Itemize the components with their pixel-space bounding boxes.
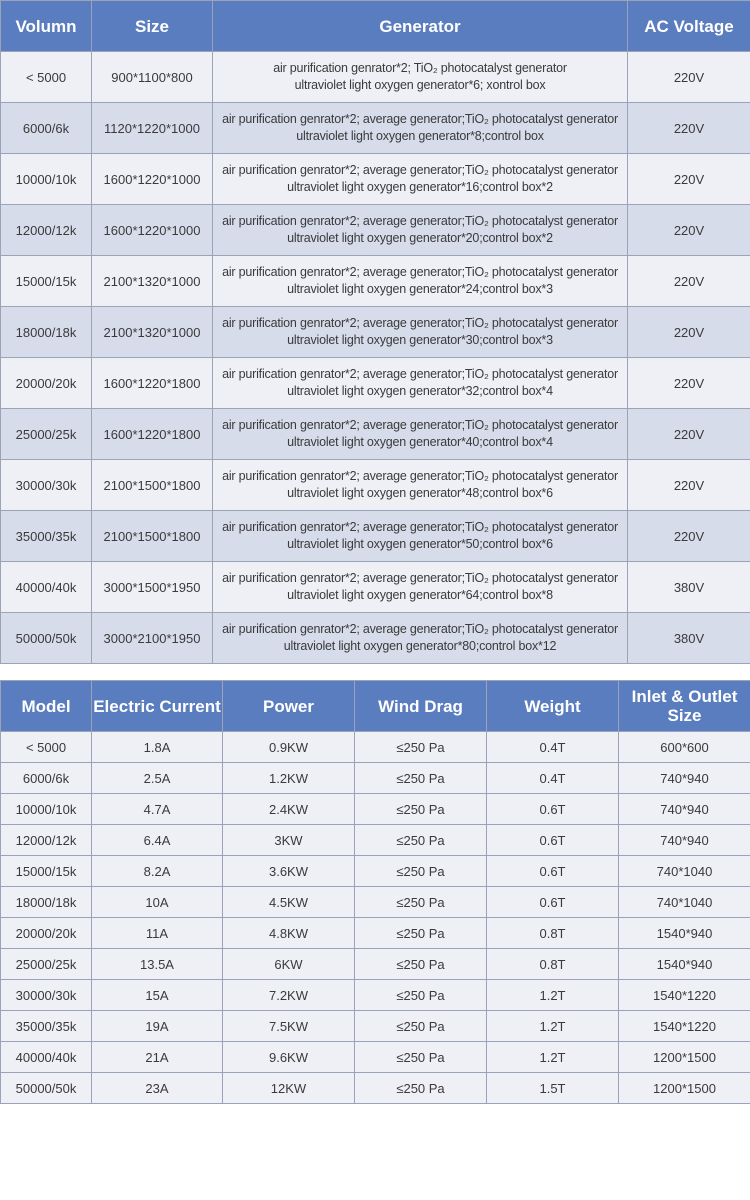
volume-cell: 30000/30k xyxy=(1,460,92,511)
table-row xyxy=(1,1073,750,1104)
generator-line-2: ultraviolet light oxygen generator*32;control box*4 xyxy=(287,384,553,398)
wind-drag-cell: ≤250 Pa xyxy=(355,1011,487,1042)
table-row xyxy=(1,460,750,511)
weight-cell: 0.8T xyxy=(487,949,619,980)
header-generator: Generator xyxy=(213,1,628,52)
power-cell: 3.6KW xyxy=(223,856,355,887)
current-cell: 21A xyxy=(92,1042,223,1073)
table-row xyxy=(1,1042,750,1073)
weight-cell: 0.8T xyxy=(487,918,619,949)
header-model: Model xyxy=(1,681,92,732)
volume-cell: 40000/40k xyxy=(1,562,92,613)
wind-drag-cell: ≤250 Pa xyxy=(355,856,487,887)
spec-header-row xyxy=(1,1,750,52)
generator-cell xyxy=(213,154,628,205)
generator-line-2: ultraviolet light oxygen generator*64;control box*8 xyxy=(287,588,553,602)
header-size: Size xyxy=(92,1,213,52)
generator-line-1: air purification genrator*2; average generator;TiO₂ photocatalyst generator xyxy=(222,316,618,330)
spec-table-body xyxy=(1,52,750,664)
generator-line-1: air purification genrator*2; average generator;TiO₂ photocatalyst generator xyxy=(222,571,618,585)
weight-cell: 1.2T xyxy=(487,1042,619,1073)
table-row xyxy=(1,358,750,409)
current-cell: 2.5A xyxy=(92,763,223,794)
volume-cell: < 5000 xyxy=(1,52,92,103)
weight-cell: 0.6T xyxy=(487,825,619,856)
generator-line-2: ultraviolet light oxygen generator*20;control box*2 xyxy=(287,231,553,245)
generator-line-1: air purification genrator*2; average generator;TiO₂ photocatalyst generator xyxy=(222,520,618,534)
performance-table xyxy=(0,680,750,1104)
generator-cell xyxy=(213,613,628,664)
generator-cell xyxy=(213,52,628,103)
voltage-cell: 220V xyxy=(628,358,750,409)
generator-cell xyxy=(213,256,628,307)
weight-cell: 0.6T xyxy=(487,887,619,918)
size-cell: 1600*1220*1000 xyxy=(92,154,213,205)
volume-cell: 12000/12k xyxy=(1,205,92,256)
table-row xyxy=(1,409,750,460)
generator-line-1: air purification genrator*2; average generator;TiO₂ photocatalyst generator xyxy=(222,112,618,126)
generator-cell xyxy=(213,307,628,358)
generator-cell xyxy=(213,511,628,562)
volume-cell: 20000/20k xyxy=(1,358,92,409)
generator-cell xyxy=(213,205,628,256)
voltage-cell: 220V xyxy=(628,409,750,460)
current-cell: 10A xyxy=(92,887,223,918)
power-cell: 12KW xyxy=(223,1073,355,1104)
generator-line-2: ultraviolet light oxygen generator*30;control box*3 xyxy=(287,333,553,347)
perf-table-body xyxy=(1,732,750,1104)
size-cell: 2100*1500*1800 xyxy=(92,460,213,511)
weight-cell: 1.5T xyxy=(487,1073,619,1104)
table-row xyxy=(1,511,750,562)
perf-header-row xyxy=(1,681,750,732)
model-cell: 40000/40k xyxy=(1,1042,92,1073)
size-cell: 3000*1500*1950 xyxy=(92,562,213,613)
power-cell: 6KW xyxy=(223,949,355,980)
inlet-outlet-cell: 600*600 xyxy=(619,732,750,763)
model-cell: 15000/15k xyxy=(1,856,92,887)
model-cell: 30000/30k xyxy=(1,980,92,1011)
generator-line-1: air purification genrator*2; average generator;TiO₂ photocatalyst generator xyxy=(222,622,618,636)
generator-line-1: air purification genrator*2; average generator;TiO₂ photocatalyst generator xyxy=(222,163,618,177)
model-cell: 20000/20k xyxy=(1,918,92,949)
table-row xyxy=(1,825,750,856)
model-cell: 12000/12k xyxy=(1,825,92,856)
inlet-outlet-cell: 1540*940 xyxy=(619,918,750,949)
power-cell: 3KW xyxy=(223,825,355,856)
weight-cell: 0.4T xyxy=(487,732,619,763)
volume-cell: 25000/25k xyxy=(1,409,92,460)
size-cell: 2100*1500*1800 xyxy=(92,511,213,562)
size-cell: 2100*1320*1000 xyxy=(92,256,213,307)
generator-line-1: air purification genrator*2; average generator;TiO₂ photocatalyst generator xyxy=(222,469,618,483)
volume-cell: 35000/35k xyxy=(1,511,92,562)
generator-line-2: ultraviolet light oxygen generator*40;control box*4 xyxy=(287,435,553,449)
size-cell: 900*1100*800 xyxy=(92,52,213,103)
table-row xyxy=(1,763,750,794)
generator-cell xyxy=(213,562,628,613)
model-cell: 10000/10k xyxy=(1,794,92,825)
generator-line-2: ultraviolet light oxygen generator*16;control box*2 xyxy=(287,180,553,194)
power-cell: 4.8KW xyxy=(223,918,355,949)
voltage-cell: 220V xyxy=(628,511,750,562)
power-cell: 2.4KW xyxy=(223,794,355,825)
table-row xyxy=(1,1011,750,1042)
power-cell: 0.9KW xyxy=(223,732,355,763)
wind-drag-cell: ≤250 Pa xyxy=(355,949,487,980)
model-cell: < 5000 xyxy=(1,732,92,763)
wind-drag-cell: ≤250 Pa xyxy=(355,980,487,1011)
current-cell: 6.4A xyxy=(92,825,223,856)
generator-cell xyxy=(213,460,628,511)
inlet-outlet-cell: 740*940 xyxy=(619,825,750,856)
inlet-outlet-cell: 1540*940 xyxy=(619,949,750,980)
table-row xyxy=(1,856,750,887)
table-row xyxy=(1,205,750,256)
wind-drag-cell: ≤250 Pa xyxy=(355,763,487,794)
model-cell: 18000/18k xyxy=(1,887,92,918)
header-wind-drag: Wind Drag xyxy=(355,681,487,732)
wind-drag-cell: ≤250 Pa xyxy=(355,1042,487,1073)
voltage-cell: 220V xyxy=(628,256,750,307)
voltage-cell: 220V xyxy=(628,307,750,358)
generator-line-1: air purification genrator*2; average generator;TiO₂ photocatalyst generator xyxy=(222,418,618,432)
current-cell: 13.5A xyxy=(92,949,223,980)
table-row xyxy=(1,887,750,918)
power-cell: 4.5KW xyxy=(223,887,355,918)
table-row xyxy=(1,154,750,205)
wind-drag-cell: ≤250 Pa xyxy=(355,794,487,825)
power-cell: 7.5KW xyxy=(223,1011,355,1042)
voltage-cell: 220V xyxy=(628,460,750,511)
current-cell: 15A xyxy=(92,980,223,1011)
voltage-cell: 220V xyxy=(628,154,750,205)
table-row xyxy=(1,52,750,103)
wind-drag-cell: ≤250 Pa xyxy=(355,825,487,856)
current-cell: 1.8A xyxy=(92,732,223,763)
generator-line-2: ultraviolet light oxygen generator*80;control box*12 xyxy=(283,639,557,653)
power-cell: 9.6KW xyxy=(223,1042,355,1073)
header-weight: Weight xyxy=(487,681,619,732)
current-cell: 8.2A xyxy=(92,856,223,887)
table-row xyxy=(1,256,750,307)
generator-line-1: air purification genrator*2; average generator;TiO₂ photocatalyst generator xyxy=(222,367,618,381)
current-cell: 23A xyxy=(92,1073,223,1104)
wind-drag-cell: ≤250 Pa xyxy=(355,887,487,918)
generator-line-1: air purification genrator*2; average generator;TiO₂ photocatalyst generator xyxy=(222,265,618,279)
size-cell: 1600*1220*1000 xyxy=(92,205,213,256)
header-power: Power xyxy=(223,681,355,732)
model-cell: 35000/35k xyxy=(1,1011,92,1042)
table-row xyxy=(1,949,750,980)
weight-cell: 1.2T xyxy=(487,980,619,1011)
power-cell: 1.2KW xyxy=(223,763,355,794)
table-row xyxy=(1,918,750,949)
voltage-cell: 220V xyxy=(628,103,750,154)
size-cell: 1600*1220*1800 xyxy=(92,358,213,409)
inlet-outlet-cell: 740*940 xyxy=(619,763,750,794)
model-cell: 50000/50k xyxy=(1,1073,92,1104)
power-cell: 7.2KW xyxy=(223,980,355,1011)
generator-line-1: air purification genrator*2; average generator;TiO₂ photocatalyst generator xyxy=(222,214,618,228)
model-cell: 25000/25k xyxy=(1,949,92,980)
size-cell: 3000*2100*1950 xyxy=(92,613,213,664)
table-row xyxy=(1,613,750,664)
header-electric-current: Electric Current xyxy=(92,681,223,732)
generator-cell xyxy=(213,358,628,409)
size-cell: 1120*1220*1000 xyxy=(92,103,213,154)
volume-cell: 10000/10k xyxy=(1,154,92,205)
volume-cell: 15000/15k xyxy=(1,256,92,307)
generator-line-2: ultraviolet light oxygen generator*6; xontrol box xyxy=(294,78,546,92)
generator-cell xyxy=(213,103,628,154)
current-cell: 11A xyxy=(92,918,223,949)
header-ac-voltage: AC Voltage xyxy=(628,1,750,52)
volume-cell: 6000/6k xyxy=(1,103,92,154)
generator-cell xyxy=(213,409,628,460)
current-cell: 4.7A xyxy=(92,794,223,825)
generator-line-2: ultraviolet light oxygen generator*24;control box*3 xyxy=(287,282,553,296)
header-volumn: Volumn xyxy=(1,1,92,52)
wind-drag-cell: ≤250 Pa xyxy=(355,732,487,763)
inlet-outlet-cell: 1540*1220 xyxy=(619,980,750,1011)
size-cell: 1600*1220*1800 xyxy=(92,409,213,460)
weight-cell: 1.2T xyxy=(487,1011,619,1042)
inlet-outlet-cell: 740*940 xyxy=(619,794,750,825)
inlet-outlet-cell: 740*1040 xyxy=(619,856,750,887)
generator-line-2: ultraviolet light oxygen generator*48;control box*6 xyxy=(287,486,553,500)
table-row xyxy=(1,794,750,825)
generator-line-1: air purification genrator*2; TiO₂ photocatalyst generator xyxy=(273,61,567,75)
table-row xyxy=(1,732,750,763)
volume-cell: 50000/50k xyxy=(1,613,92,664)
inlet-outlet-cell: 740*1040 xyxy=(619,887,750,918)
inlet-outlet-cell: 1200*1500 xyxy=(619,1073,750,1104)
weight-cell: 0.4T xyxy=(487,763,619,794)
inlet-outlet-cell: 1540*1220 xyxy=(619,1011,750,1042)
volume-cell: 18000/18k xyxy=(1,307,92,358)
voltage-cell: 380V xyxy=(628,613,750,664)
weight-cell: 0.6T xyxy=(487,794,619,825)
table-row xyxy=(1,562,750,613)
voltage-cell: 380V xyxy=(628,562,750,613)
wind-drag-cell: ≤250 Pa xyxy=(355,1073,487,1104)
model-cell: 6000/6k xyxy=(1,763,92,794)
weight-cell: 0.6T xyxy=(487,856,619,887)
voltage-cell: 220V xyxy=(628,52,750,103)
table-row xyxy=(1,307,750,358)
size-cell: 2100*1320*1000 xyxy=(92,307,213,358)
generator-line-2: ultraviolet light oxygen generator*50;control box*6 xyxy=(287,537,553,551)
table-row xyxy=(1,980,750,1011)
table-row xyxy=(1,103,750,154)
wind-drag-cell: ≤250 Pa xyxy=(355,918,487,949)
current-cell: 19A xyxy=(92,1011,223,1042)
voltage-cell: 220V xyxy=(628,205,750,256)
header-inlet-outlet-size: Inlet & Outlet Size xyxy=(619,681,750,732)
inlet-outlet-cell: 1200*1500 xyxy=(619,1042,750,1073)
generator-line-2: ultraviolet light oxygen generator*8;control box xyxy=(296,129,544,143)
